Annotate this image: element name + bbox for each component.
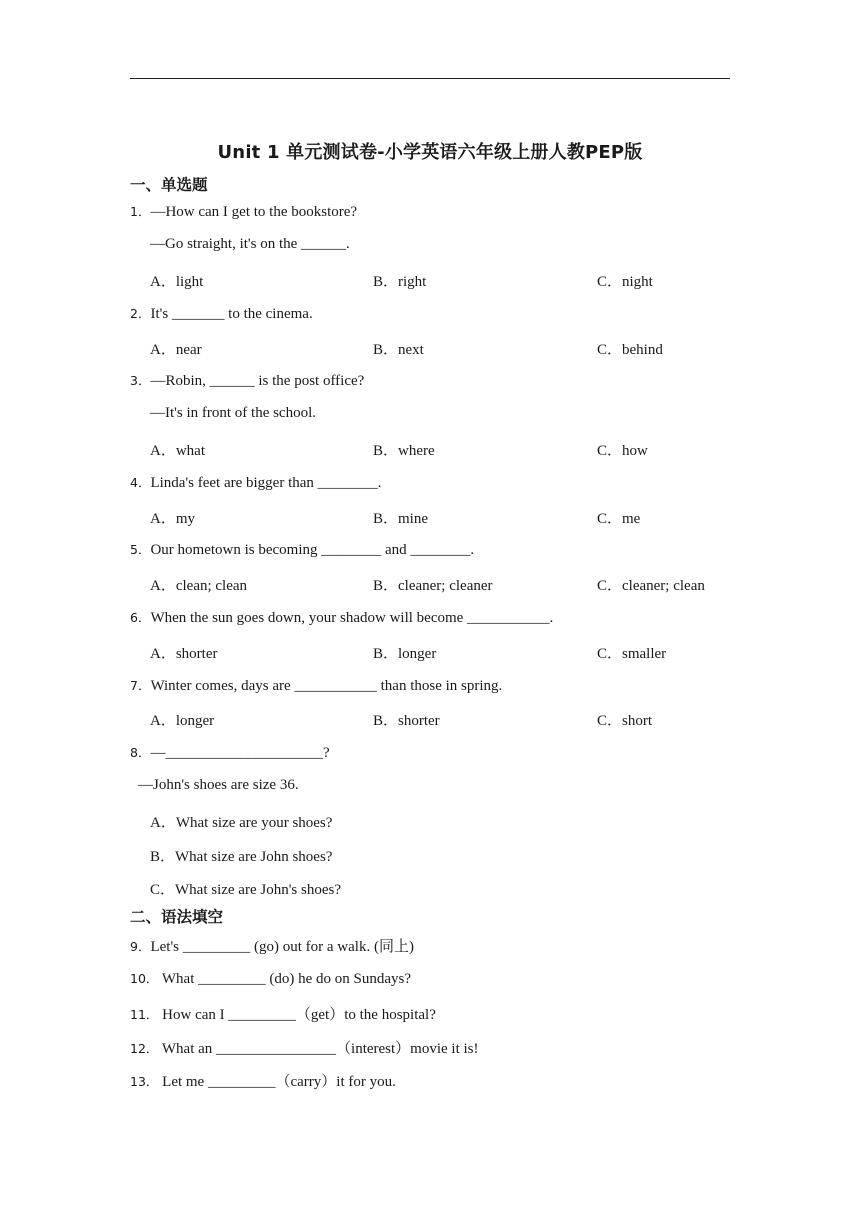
question-13 bbox=[130, 1070, 396, 1091]
q4-option-a[interactable]: A．my bbox=[150, 511, 196, 527]
question-number: 5． bbox=[130, 542, 151, 557]
q3-option-a[interactable]: A．what bbox=[150, 443, 205, 459]
question-number: 10． bbox=[130, 971, 159, 986]
question-number: 12． bbox=[130, 1041, 159, 1056]
question-text-pre: What bbox=[161, 971, 199, 987]
question-number: 2． bbox=[130, 306, 151, 321]
question-text-post: (go) out for a walk. (同上) bbox=[250, 939, 414, 955]
question-text-pre: Let me bbox=[162, 1074, 208, 1090]
question-6 bbox=[130, 608, 553, 627]
page-title: Unit 1 单元测试卷-小学英语六年级上册人教PEP版 bbox=[217, 142, 643, 163]
q5-option-b[interactable]: B．cleaner; cleaner bbox=[373, 578, 493, 594]
question-number: 1． bbox=[130, 204, 151, 219]
question-number: 13． bbox=[130, 1074, 159, 1089]
question-text: It's _______ to the cinema. bbox=[150, 306, 313, 322]
question-text-post: (do) he do on Sundays? bbox=[265, 971, 412, 987]
q2-option-c[interactable]: C．behind bbox=[597, 342, 663, 358]
answer-blank[interactable]: _________ bbox=[182, 939, 251, 955]
question-text-pre: Let's bbox=[150, 939, 183, 955]
q2-option-b[interactable]: B．next bbox=[373, 342, 424, 358]
question-3-line2: —It's in front of the school. bbox=[150, 405, 317, 421]
q4-option-c[interactable]: C．me bbox=[597, 511, 641, 527]
question-11 bbox=[130, 1003, 436, 1024]
question-text-pre: What an bbox=[161, 1041, 217, 1057]
q6-option-c[interactable]: C．smaller bbox=[597, 646, 667, 662]
q4-option-b[interactable]: B．mine bbox=[373, 511, 428, 527]
question-text-pre: How can I bbox=[162, 1007, 229, 1023]
question-12 bbox=[130, 1037, 479, 1058]
question-number: 11． bbox=[130, 1007, 159, 1022]
q7-option-a[interactable]: A．longer bbox=[150, 713, 215, 729]
q1-option-b[interactable]: B．right bbox=[373, 274, 427, 290]
question-10 bbox=[130, 969, 411, 988]
question-4 bbox=[130, 473, 381, 492]
q3-option-c[interactable]: C．how bbox=[597, 443, 648, 459]
question-number: 6． bbox=[130, 610, 151, 625]
question-number: 4． bbox=[130, 475, 151, 490]
q7-option-c[interactable]: C．short bbox=[597, 713, 653, 729]
question-7 bbox=[130, 676, 502, 695]
question-text-post: （get）to the hospital? bbox=[295, 1007, 436, 1023]
q8-option-a[interactable]: A．What size are your shoes? bbox=[150, 815, 333, 831]
question-text: Winter comes, days are ___________ than those in spring. bbox=[150, 678, 503, 694]
q8-option-c[interactable]: C．What size are John's shoes? bbox=[150, 882, 341, 898]
answer-blank[interactable]: ________________ bbox=[216, 1041, 337, 1057]
q1-option-c[interactable]: C．night bbox=[597, 274, 653, 290]
question-text: When the sun goes down, your shadow will become ___________. bbox=[150, 610, 554, 626]
question-1-line2: —Go straight, it's on the ______. bbox=[150, 236, 350, 252]
question-number: 3． bbox=[130, 373, 151, 388]
question-text: Linda's feet are bigger than ________. bbox=[150, 475, 382, 491]
question-number: 8． bbox=[130, 745, 151, 760]
q3-option-b[interactable]: B．where bbox=[373, 443, 435, 459]
question-text: —How can I get to the bookstore? bbox=[150, 204, 358, 220]
question-number: 9． bbox=[130, 939, 151, 954]
question-1 bbox=[130, 202, 357, 221]
q1-option-a[interactable]: A．light bbox=[150, 274, 204, 290]
question-8-line2: —John's shoes are size 36. bbox=[138, 777, 299, 793]
q2-option-a[interactable]: A．near bbox=[150, 342, 202, 358]
question-9 bbox=[130, 935, 414, 956]
q6-option-a[interactable]: A．shorter bbox=[150, 646, 218, 662]
answer-blank[interactable]: _________ bbox=[228, 1007, 296, 1023]
question-text-post: （carry）it for you. bbox=[275, 1074, 396, 1090]
question-3 bbox=[130, 371, 364, 390]
question-number: 7． bbox=[130, 678, 151, 693]
question-8 bbox=[130, 743, 330, 762]
header-rule bbox=[130, 78, 730, 79]
answer-blank[interactable]: _________ bbox=[198, 971, 266, 987]
question-text: —_____________________? bbox=[150, 745, 330, 761]
question-2 bbox=[130, 304, 313, 323]
section-heading-single-choice: 一、单选题 bbox=[130, 176, 208, 194]
q5-option-a[interactable]: A．clean; clean bbox=[150, 578, 248, 594]
q7-option-b[interactable]: B．shorter bbox=[373, 713, 440, 729]
q5-option-c[interactable]: C．cleaner; clean bbox=[597, 578, 705, 594]
question-text: —Robin, ______ is the post office? bbox=[150, 373, 365, 389]
q6-option-b[interactable]: B．longer bbox=[373, 646, 437, 662]
section-heading-grammar-fill: 二、语法填空 bbox=[130, 908, 224, 926]
question-5 bbox=[130, 540, 474, 559]
answer-blank[interactable]: _________ bbox=[207, 1074, 276, 1090]
question-text-post: （interest）movie it is! bbox=[336, 1041, 479, 1057]
question-text: Our hometown is becoming ________ and ________. bbox=[150, 542, 475, 558]
q8-option-b[interactable]: B．What size are John shoes? bbox=[150, 849, 333, 865]
